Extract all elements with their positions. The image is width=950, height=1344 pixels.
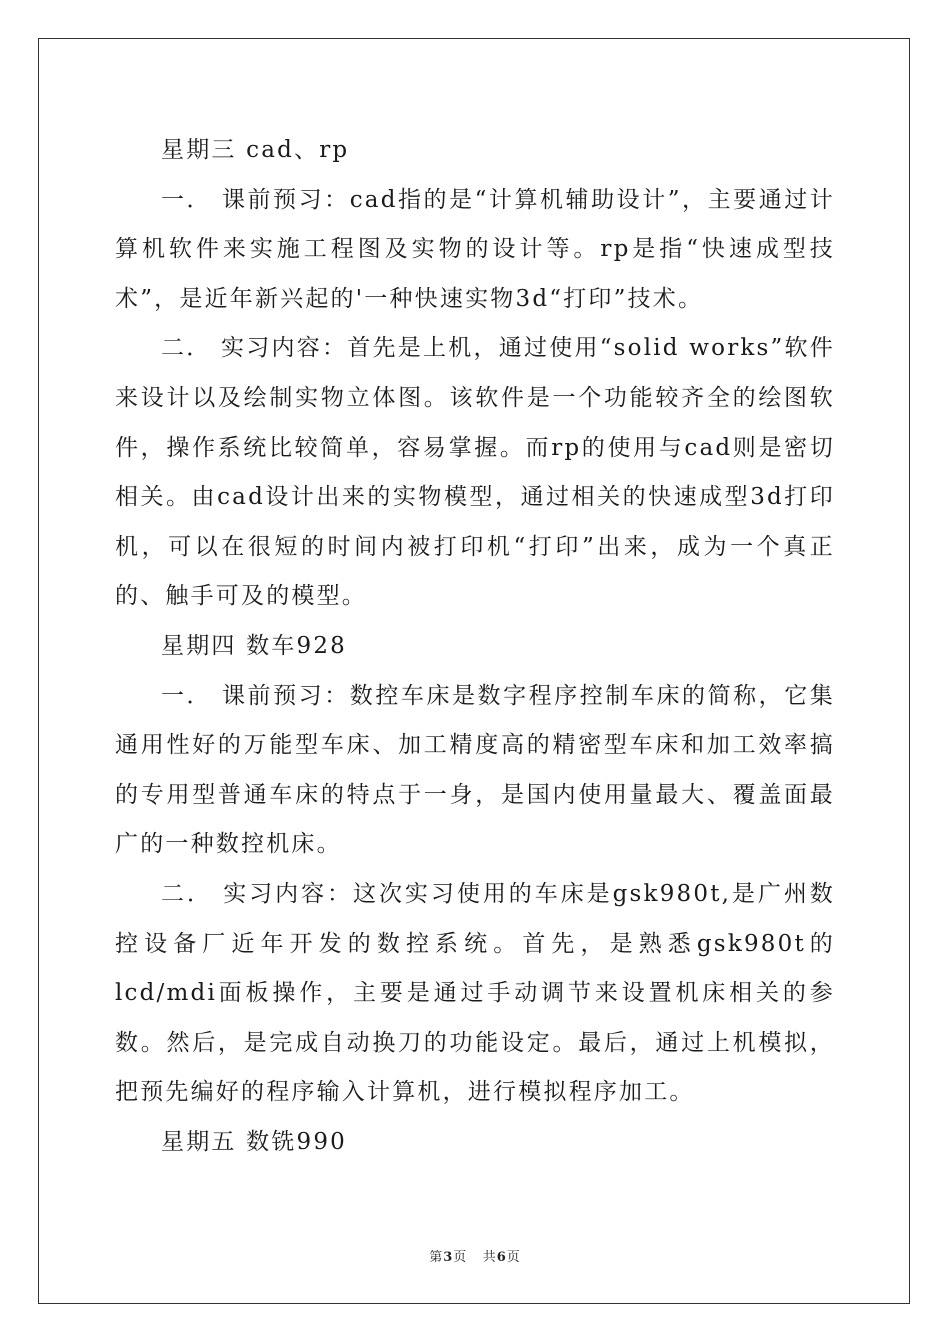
paragraph-preview-cad-rp: 一． 课前预习：cad指的是“计算机辅助设计”，主要通过计算机软件来实施工程图及实物的设计等。rp是指“快速成型技术”，是近年新兴起的'一种快速实物3d“打印”技术。 (115, 186, 835, 312)
total-suffix: 页 (506, 1250, 521, 1265)
document-body (115, 126, 835, 1167)
paragraph-practice-cnc-lathe: 二． 实习内容：这次实习使用的车床是gsk980t,是广州数控设备厂近年开发的数控系统。首先，是熟悉gsk980t的lcd/mdi面板操作，主要是通过手动调节来设置机床相关的参数。然后，是完成自动换刀的功能设定。最后，通过上机模拟，把预先编好的程序输入计算机，进行模拟程序加工。 (115, 880, 835, 1106)
paragraph-practice-cad-rp: 二． 实习内容：首先是上机，通过使用“solid works”软件来设计以及绘制实物立体图。该软件是一个功能较齐全的绘图软件，操作系统比较简单，容易掌握。而rp的使用与cad则是密切相关。由cad设计出来的实物模型，通过相关的快速成型3d打印机，可以在很短的时间内被打印机“打印”出来，成为一个真正的、触手可及的模型。 (115, 335, 835, 610)
page-suffix: 页 (453, 1250, 468, 1265)
section-heading-thursday: 星期四 数车928 (161, 632, 348, 659)
total-prefix: 共 (482, 1250, 497, 1265)
page-footer (0, 1246, 950, 1265)
section-heading-friday: 星期五 数铣990 (161, 1128, 348, 1155)
total-pages: 6 (496, 1250, 507, 1265)
page-prefix: 第 (429, 1250, 444, 1265)
paragraph-preview-cnc-lathe: 一． 课前预习：数控车床是数字程序控制车床的简称，它集通用性好的万能型车床、加工精度高的精密型车床和加工效率搞的专用型普通车床的特点于一身，是国内使用量最大、覆盖面最广的一种数控机床。 (115, 682, 835, 858)
section-heading-wednesday: 星期三 cad、rp (161, 137, 350, 163)
page-number: 3 (443, 1250, 454, 1265)
